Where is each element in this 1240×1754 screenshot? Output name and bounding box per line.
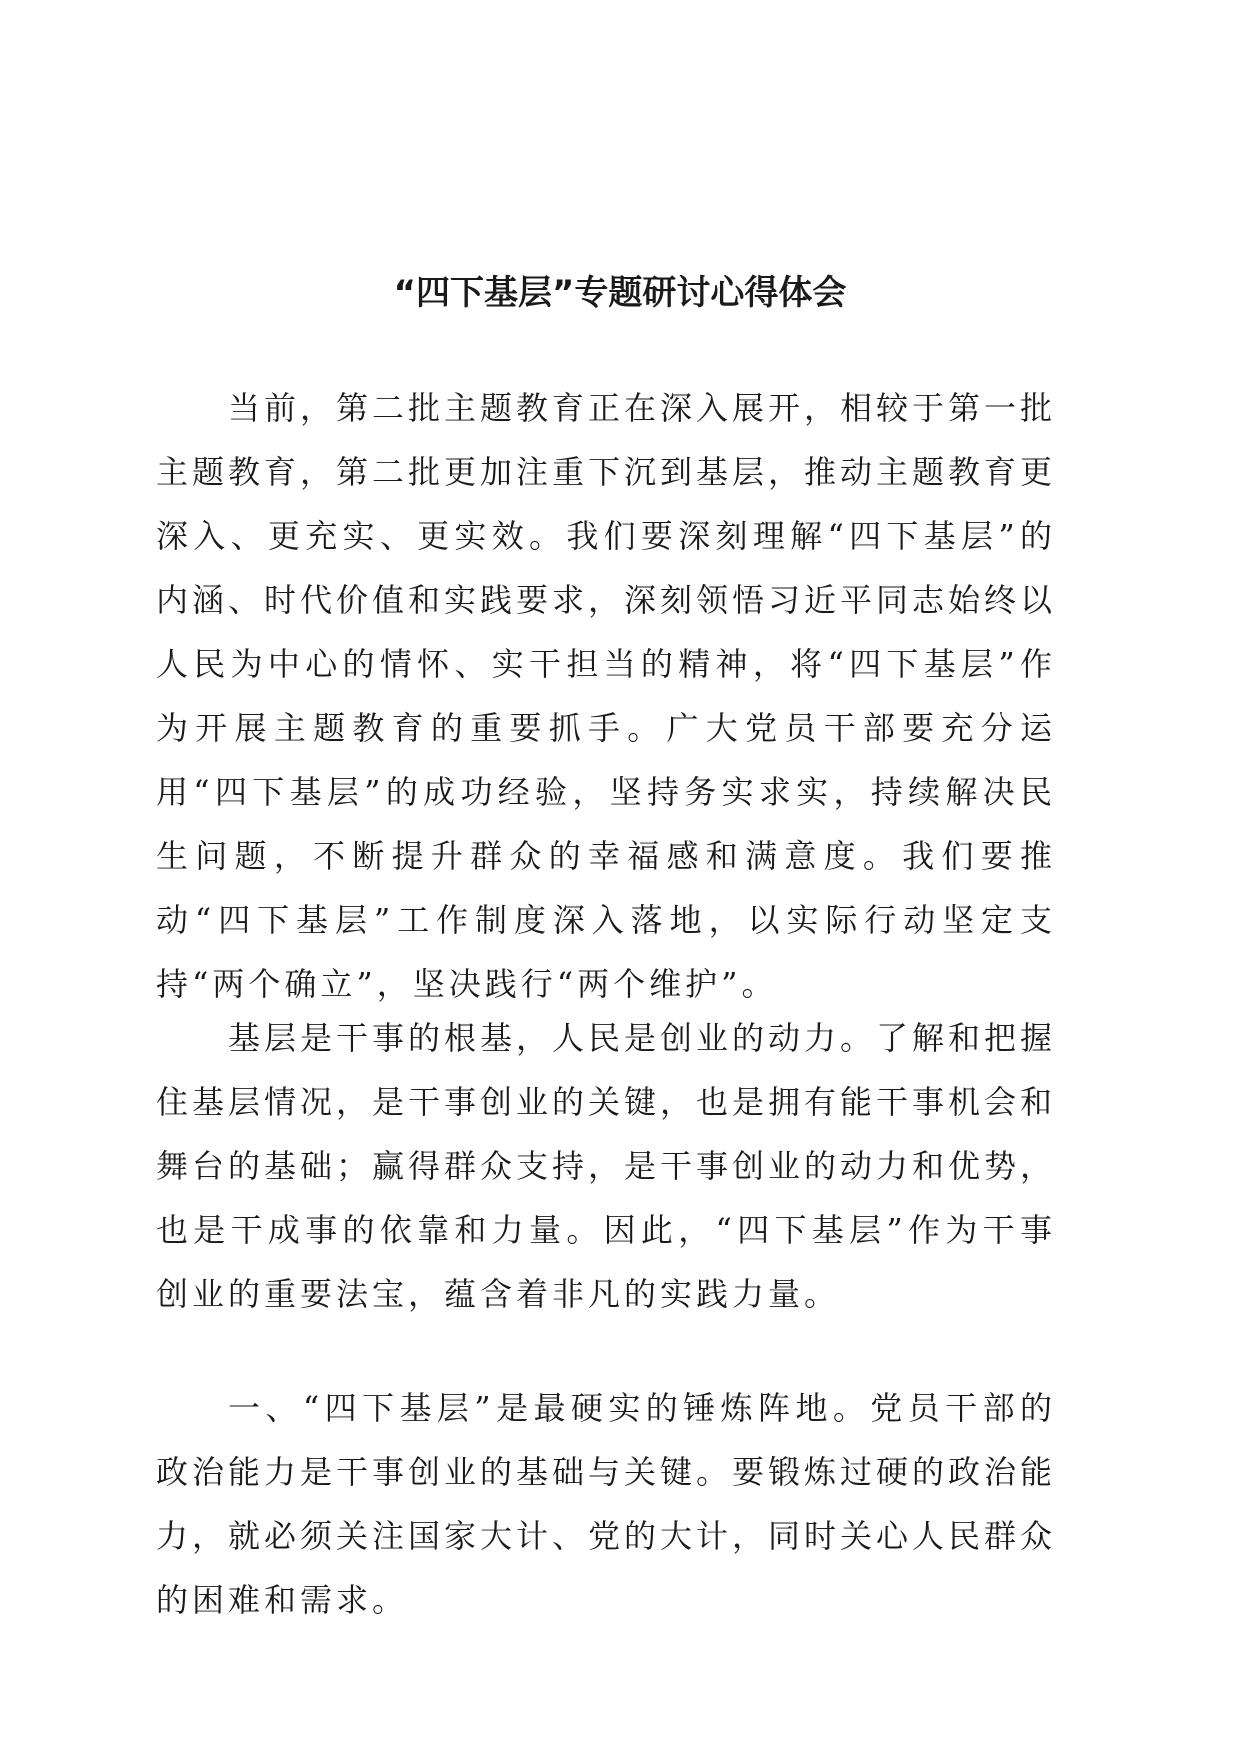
- paragraph-foundation: 基层是干事的根基，人民是创业的动力。了解和把握住基层情况，是干事创业的关键，也是拥有能干事机会和舞台的基础；赢得群众支持，是干事创业的动力和优势，也是干成事的依靠和力量。因此，“四下基层”作为干事创业的重要法宝，蕴含着非凡的实践力量。: [156, 1019, 1057, 1313]
- paragraph-intro: 当前，第二批主题教育正在深入展开，相较于第一批主题教育，第二批更加注重下沉到基层，推动主题教育更深入、更充实、更实效。我们要深刻理解“四下基层”的内涵、时代价值和实践要求，深刻领悟习近平同志始终以人民为中心的情怀、实干担当的精神，将“四下基层”作为开展主题教育的重要抓手。广大党员干部要充分运用“四下基层”的成功经验，坚持务实求实，持续解决民生问题，不断提升群众的幸福感和满意度。我们要推动“四下基层”工作制度深入落地，以实际行动坚定支持“两个确立”，坚决践行“两个维护”。: [156, 389, 1057, 1003]
- paragraph-section-one: 一、“四下基层”是最硬实的锤炼阵地。党员干部的政治能力是干事创业的基础与关键。要锻炼过硬的政治能力，就必须关注国家大计、党的大计，同时关心人民群众的困难和需求。: [156, 1389, 1057, 1619]
- document-title: “四下基层”专题研讨心得体会: [393, 273, 847, 313]
